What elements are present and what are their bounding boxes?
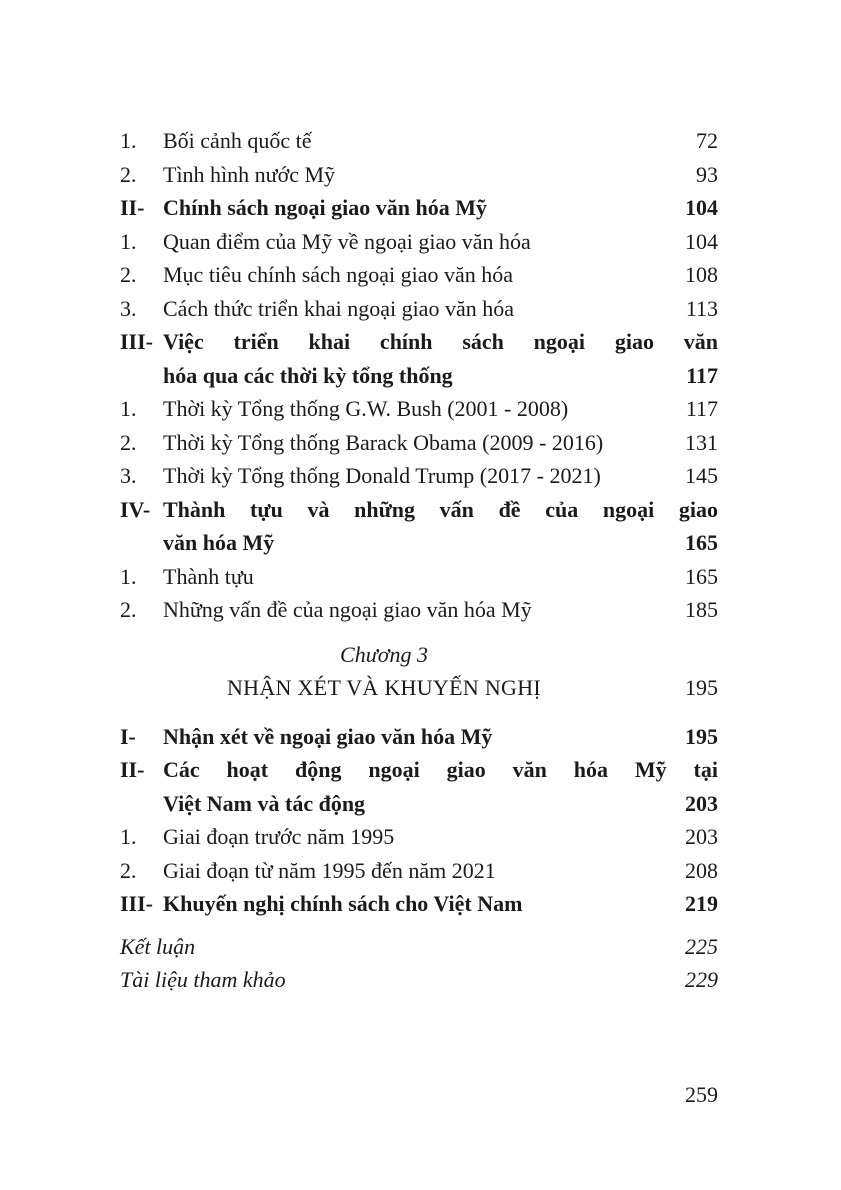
toc-entry-page: 104 [685,195,718,220]
chapter-page-number: 195 [685,675,718,700]
toc-entry-label: III- [120,329,154,354]
toc-entry [120,963,718,997]
toc-entry-title [163,426,718,460]
toc-entry-title-line: Việt Nam và tác động [163,790,366,816]
toc-entry-title-line: Những vấn đề của ngoại giao văn hóa Mỹ [163,597,532,622]
toc-entry-label: I- [120,723,136,749]
toc-entry [120,560,718,594]
toc-entry-title [163,459,718,493]
toc-entry-title [163,887,718,921]
toc-entry [120,593,718,627]
chapter-kicker: Chương 3 [340,641,428,667]
chapter-title-row [120,671,718,705]
toc-entry-page: 93 [696,161,718,187]
toc-entry-title-line: Nhận xét về ngoại giao văn hóa Mỹ [163,723,493,749]
toc-entry-title-line: hóa qua các thời kỳ tổng thống [163,362,453,388]
toc-entry-title-line: Cách thức triển khai ngoại giao văn hóa [163,295,514,321]
toc-entry-title [163,820,718,854]
toc-entry-page: 108 [685,262,718,287]
toc-entry [120,325,718,392]
toc-entry [120,930,718,964]
toc-entry [120,426,718,460]
toc-entry-title-line: Chính sách ngoại giao văn hóa Mỹ [163,195,487,220]
toc-entry-page: 203 [685,790,718,816]
toc-entry [120,459,718,493]
toc-entry-label: 1. [120,563,137,589]
table-of-contents [120,124,718,997]
toc-entry-title [163,493,718,560]
toc-entry-label: 1. [120,128,137,153]
toc-entry-page: 185 [685,597,718,622]
toc-entry-label: 1. [120,396,137,421]
toc-entry-page: 104 [685,228,718,254]
toc-entry [120,854,718,888]
toc-entry-title-line: Thời kỳ Tổng thống Barack Obama (2009 - 2016) [163,429,604,455]
toc-entry-title-line: Việc triển khai chính sách ngoại giao văn [163,329,718,354]
toc-entry-page: 165 [685,563,718,589]
toc-entry-page: 165 [685,530,718,555]
toc-entry-page: 208 [685,857,718,883]
toc-entry-title [163,325,718,392]
toc-entry-title [120,930,718,964]
toc-entry-label: IV- [120,496,151,522]
toc-entry-title [163,225,718,259]
toc-entry-title [163,392,718,426]
toc-entry-label: 2. [120,857,137,883]
toc-entry [120,720,718,754]
toc-entry-title [163,593,718,627]
toc-entry [120,292,718,326]
toc-entry-title-line: Mục tiêu chính sách ngoại giao văn hóa [163,262,514,287]
toc-entry-title [120,963,718,997]
toc-entry [120,124,718,158]
toc-entry-title [163,124,718,158]
toc-backmatter-entries [120,930,718,997]
page-number: 259 [685,1082,718,1107]
toc-entry-label: 2. [120,429,137,455]
toc-entry [120,753,718,820]
toc-entry [120,258,718,292]
toc-entry-title-line: Quan điểm của Mỹ về ngoại giao văn hóa [163,228,531,254]
toc-entry-page: 117 [686,362,718,388]
toc-entry-page: 131 [685,429,718,455]
chapter-title: NHẬN XÉT VÀ KHUYẾN NGHỊ [226,675,542,700]
toc-entry-title-line: Khuyến nghị chính sách cho Việt Nam [163,891,523,916]
toc-entry-title-line: Bối cảnh quốc tế [163,128,312,153]
toc-entry-label: 1. [120,824,137,849]
toc-entry-label: 2. [120,161,137,187]
toc-section-chapter3-entries [120,720,718,921]
toc-entry-title [163,191,718,225]
toc-entry-page: 145 [685,463,718,488]
toc-entry-label: II- [120,757,145,782]
toc-entry-label: 1. [120,228,137,254]
chapter-heading [120,638,718,705]
toc-entry-title-line: Tình hình nước Mỹ [163,161,336,187]
toc-entry-title [163,258,718,292]
toc-entry-label: 3. [120,295,137,321]
toc-entry-title-line: Kết luận [120,933,196,959]
toc-entry [120,887,718,921]
toc-entry-page: 117 [685,396,718,421]
toc-entry-title [163,158,718,192]
toc-entry [120,820,718,854]
toc-section-chapter2-entries [120,124,718,627]
toc-entry-page: 195 [685,723,718,749]
toc-entry-page: 203 [685,824,718,849]
toc-entry-title [163,753,718,820]
toc-entry-label: 2. [120,597,137,622]
toc-entry-page: 113 [685,295,718,321]
toc-entry-label: 2. [120,262,137,287]
toc-entry-label: 3. [120,463,137,488]
toc-entry [120,493,718,560]
toc-entry-title-line: Các hoạt động ngoại giao văn hóa Mỹ tại [163,757,718,782]
toc-entry [120,225,718,259]
toc-entry [120,392,718,426]
toc-entry-page: 219 [685,891,718,916]
toc-entry [120,191,718,225]
toc-entry-title-line: Thành tựu và những vấn đề của ngoại giao [163,496,718,522]
toc-entry-title-line: Giai đoạn trước năm 1995 [163,824,395,849]
toc-entry-page: 72 [696,128,718,153]
toc-entry-title-line: Thời kỳ Tổng thống G.W. Bush (2001 - 2008) [163,396,569,421]
toc-entry-label: III- [120,891,154,916]
toc-entry-page: 229 [685,967,718,992]
toc-entry-title [163,854,718,888]
toc-entry-title-line: Thành tựu [163,563,254,589]
toc-entry-title [163,560,718,594]
toc-entry-title [163,292,718,326]
toc-entry-title-line: Thời kỳ Tổng thống Donald Trump (2017 - 2021) [163,463,601,488]
toc-entry-title-line: Tài liệu tham khảo [120,967,286,992]
toc-entry-title-line: Giai đoạn từ năm 1995 đến năm 2021 [163,857,496,883]
toc-entry-label: II- [120,195,145,220]
toc-entry-title-line: văn hóa Mỹ [163,530,275,555]
toc-entry [120,158,718,192]
toc-entry-title [163,720,718,754]
toc-entry-page: 225 [685,933,718,959]
